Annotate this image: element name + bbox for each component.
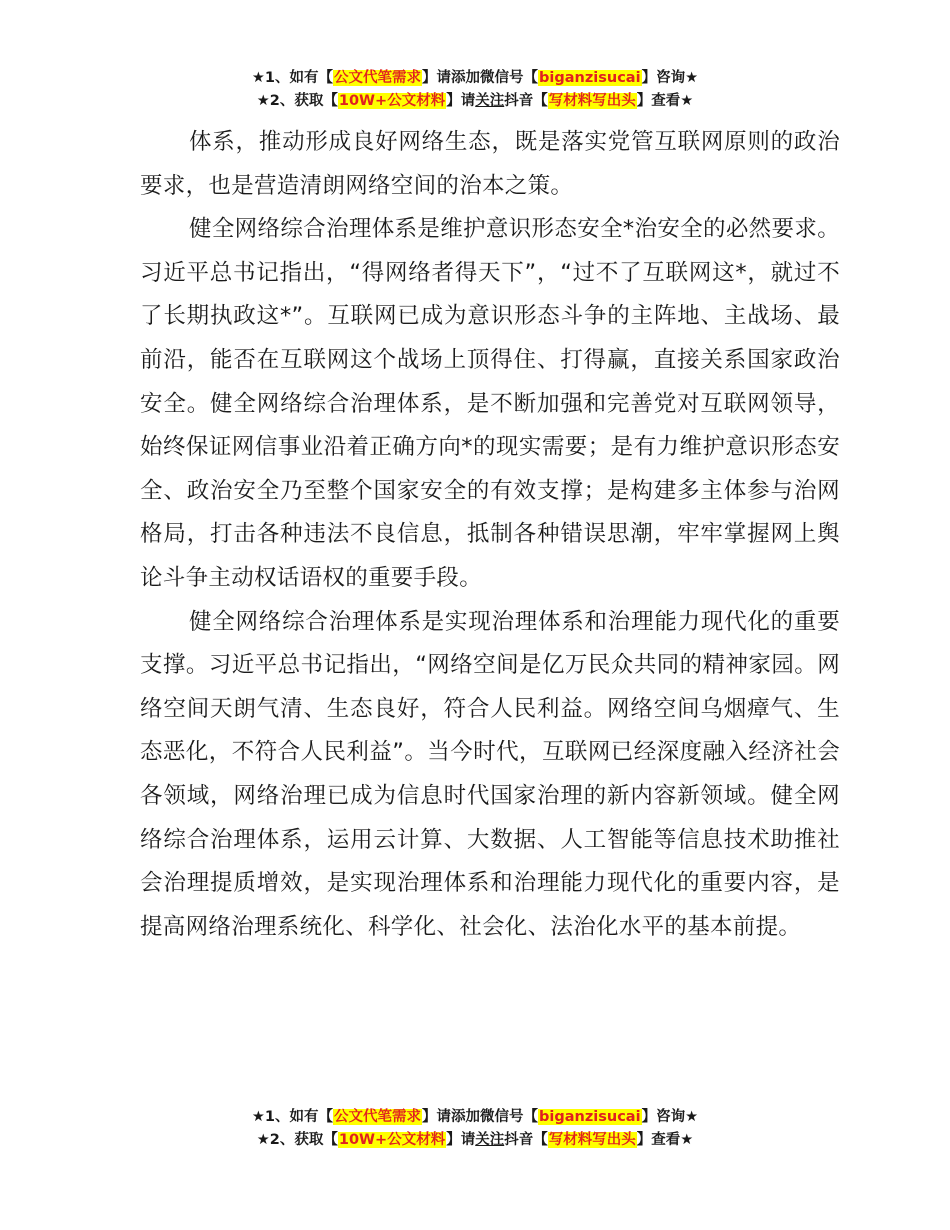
highlight-douyin-account: 写材料写出头	[548, 93, 636, 109]
bracket: 】	[636, 93, 652, 109]
highlight-wechat-id: biganzisucai	[539, 70, 641, 86]
banner-line-2	[0, 90, 950, 113]
paragraph-3: 健全网络综合治理体系是实现治理体系和治理能力现代化的重要支撑。习近平总书记指出，“网络空间是亿万民众共同的精神家园。网络空间天朗气清、生态良好，符合人民利益。网络空间乌烟瘴气、生态恶化，不符合人民利益”。当今时代，互联网已经深度融入经济社会各领域，网络治理已成为信息时代国家治理的新内容新领域。健全网络综合治理体系，运用云计算、大数据、人工智能等信息技术助推社会治理提质增效，是实现治理体系和治理能力现代化的重要内容，是提高网络治理系统化、科学化、社会化、法治化水平的基本前提。	[140, 608, 840, 940]
banner-text: 请添加	[436, 1109, 481, 1125]
banner-text: 抖音	[504, 93, 534, 109]
banner-text: 微信号	[480, 1109, 524, 1125]
bracket: 】	[422, 1109, 437, 1125]
banner-text: 请添加	[436, 70, 481, 86]
footer-banner	[0, 1106, 950, 1152]
banner-text: ★2、获取	[256, 93, 324, 109]
paragraph-1: 体系，推动形成良好网络生态，既是落实党管互联网原则的政治要求，也是营造清朗网络空间的治本之策。	[140, 129, 840, 199]
highlight-douyin-account: 写材料写出头	[548, 1132, 636, 1148]
banner-underlined-text: 关注	[475, 1132, 505, 1148]
paragraph-2: 健全网络综合治理体系是维护意识形态安全*治安全的必然要求。习近平总书记指出，“得网络者得天下”，“过不了互联网这*，就过不了长期执政这*”。互联网已成为意识形态斗争的主阵地、主战场、最前沿，能否在互联网这个战场上顶得住、打得赢，直接关系国家政治安全。健全网络综合治理体系，是不断加强和完善党对互联网领导，始终保证网信事业沿着正确方向*的现实需要；是有力维护意识形态安全、政治安全乃至整个国家安全的有效支撑；是构建多主体参与治网格局，打击各种违法不良信息，抵制各种错误思潮，牢牢掌握网上舆论斗争主动权话语权的重要手段。	[140, 216, 840, 591]
bracket: 【	[318, 70, 334, 86]
banner-underlined-text: 关注	[475, 93, 505, 109]
banner-text: 咨询★	[656, 70, 699, 86]
banner-line-2	[0, 1129, 950, 1152]
header-banner	[0, 67, 950, 113]
bracket: 【	[533, 93, 548, 109]
banner-text: 查看★	[651, 1132, 694, 1148]
bracket: 【	[323, 1132, 338, 1148]
banner-line-1	[0, 1106, 950, 1129]
banner-text: ★1、如有	[251, 1109, 319, 1125]
bracket: 【	[523, 70, 539, 86]
document-body	[140, 121, 840, 949]
highlight-materials: 10W+公文材料	[338, 1132, 446, 1148]
bracket: 【	[318, 1109, 334, 1125]
banner-text: 抖音	[504, 1132, 534, 1148]
banner-text: 查看★	[651, 93, 694, 109]
highlight-ghostwriting: 公文代笔需求	[334, 70, 422, 86]
bracket: 】	[636, 1132, 652, 1148]
banner-text: ★1、如有	[251, 70, 319, 86]
banner-line-1	[0, 67, 950, 90]
banner-text: ★2、获取	[256, 1132, 324, 1148]
banner-text: 请	[460, 93, 476, 109]
bracket: 【	[523, 1109, 539, 1125]
bracket: 】	[446, 93, 461, 109]
highlight-materials: 10W+公文材料	[338, 93, 446, 109]
banner-text: 咨询★	[656, 1109, 699, 1125]
bracket: 】	[422, 70, 437, 86]
bracket: 【	[323, 93, 338, 109]
banner-text: 微信号	[480, 70, 524, 86]
bracket: 】	[641, 70, 657, 86]
highlight-wechat-id: biganzisucai	[539, 1109, 641, 1125]
bracket: 【	[533, 1132, 548, 1148]
highlight-ghostwriting: 公文代笔需求	[334, 1109, 422, 1125]
bracket: 】	[641, 1109, 657, 1125]
bracket: 】	[446, 1132, 461, 1148]
banner-text: 请	[460, 1132, 476, 1148]
